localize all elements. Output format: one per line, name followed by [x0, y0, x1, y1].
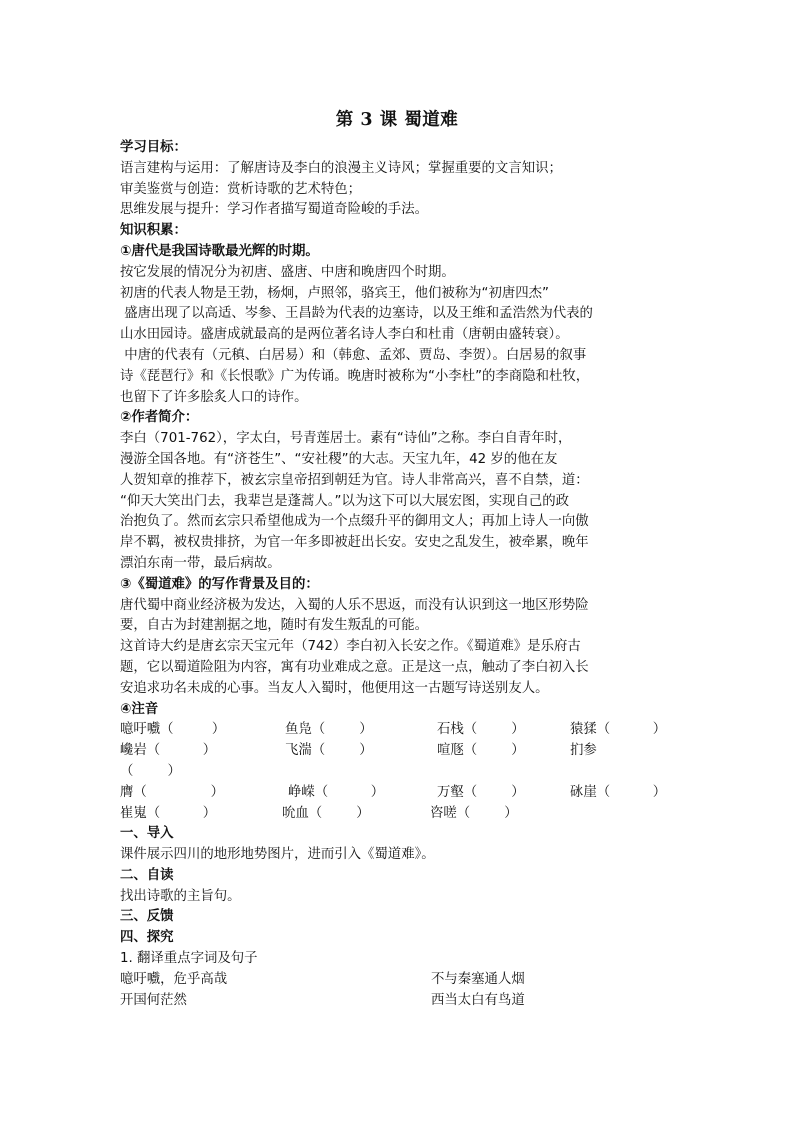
pinyin-item: 猿猱（ ） — [570, 722, 667, 738]
text-line: 题，它以蜀道险阻为内容，寓有功业难成之意。正是这一点，触动了李白初入长 — [120, 659, 589, 675]
text-line: 漂泊东南一带，最后病故。 — [120, 555, 281, 571]
pinyin-item: 巉岩（ ） — [120, 743, 217, 759]
section-heading-pinyin: ④注音 — [120, 701, 159, 717]
translation-item: 不与秦塞通人烟 — [431, 971, 525, 987]
section-heading-tang-poetry: ①唐代是我国诗歌最光辉的时期。 — [120, 243, 319, 259]
pinyin-item: 万壑（ ） — [437, 784, 525, 800]
translation-row — [120, 970, 680, 991]
pinyin-item: 噫吁嚱（ ） — [120, 722, 226, 738]
pinyin-item: 飞湍（ ） — [285, 743, 373, 759]
section-heading-intro: 一、导入 — [120, 826, 174, 842]
pinyin-item-wrap: （ ） — [120, 763, 181, 779]
pinyin-item: 峥嵘（ ） — [288, 784, 385, 800]
text-line: 唐代蜀中商业经济极为发达，入蜀的人乐不思返，而没有认识到这一地区形势险 — [120, 597, 589, 613]
text-line: 这首诗大约是唐玄宗天宝元年（742）李白初入长安之作。《蜀道难》是乐府古 — [120, 639, 581, 655]
text-line: “仰天大笑出门去，我辈岂是蓬蒿人。”以为这下可以大展宏图，实现自己的政 — [120, 493, 570, 509]
pinyin-row — [120, 783, 680, 804]
text-line: 也留下了许多脍炙人口的诗作。 — [120, 389, 308, 405]
objective-item: 语言建构与运用：了解唐诗及李白的浪漫主义诗风；掌握重要的文言知识； — [120, 160, 562, 176]
sub-heading: 1. 翻译重点字词及句子 — [120, 951, 258, 967]
text-line: 山水田园诗。盛唐成就最高的是两位著名诗人李白和杜甫（唐朝由盛转衰）。 — [120, 327, 569, 343]
text-line: 漫游全国各地。有“济苍生”、“安社稷”的大志。天宝九年，42 岁的他在友 — [120, 451, 558, 467]
section-heading-author: ②作者简介： — [120, 410, 199, 426]
text-line: 课件展示四川的地形地势图片，进而引入《蜀道难》。 — [120, 847, 435, 863]
text-line: 治抱负了。然而玄宗只希望他成为一个点缀升平的御用文人；再加上诗人一向傲 — [120, 514, 589, 530]
translation-item: 噫吁嚱，危乎高哉 — [120, 971, 228, 987]
text-line: 中唐的代表有（元稹、白居易）和（韩愈、孟郊、贾岛、李贺）。白居易的叙事 — [120, 347, 587, 363]
pinyin-item: 石栈（ ） — [437, 722, 525, 738]
section-heading-read: 二、自读 — [120, 867, 174, 883]
lesson-content — [120, 138, 680, 1011]
pinyin-row — [120, 741, 680, 762]
text-line: 按它发展的情况分为初唐、盛唐、中唐和晚唐四个时期。 — [120, 264, 455, 280]
text-line: 要，自古为封建割据之地，随时有发生叛乱的可能。 — [120, 618, 428, 634]
lesson-title: 第 3 课 蜀道难 — [335, 110, 459, 130]
objectives-heading: 学习目标： — [120, 140, 187, 155]
section-heading-feedback: 三、反馈 — [120, 909, 174, 925]
knowledge-heading: 知识积累： — [120, 223, 187, 239]
translation-item: 开国何茫然 — [120, 992, 187, 1008]
section-heading-explore: 四、探究 — [120, 930, 174, 946]
pinyin-row — [120, 804, 680, 825]
objective-item: 思维发展与提升：学习作者描写蜀道奇险峻的手法。 — [120, 202, 428, 218]
translation-row — [120, 991, 680, 1012]
text-line: 李白（701-762），字太白，号青莲居士。素有“诗仙”之称。李白自青年时， — [120, 431, 572, 447]
pinyin-item: 膺（ ） — [120, 784, 225, 800]
pinyin-item: 崔嵬（ ） — [120, 805, 217, 821]
objective-item: 审美鉴赏与创造：赏析诗歌的艺术特色； — [120, 181, 362, 197]
text-line: 找出诗歌的主旨句。 — [120, 888, 241, 904]
text-line: 诗《琵琶行》和《长恨歌》广为传诵。晚唐时被称为“小李杜”的李商隐和杜牧， — [120, 368, 590, 384]
pinyin-item: 砯崖（ ） — [570, 784, 667, 800]
section-heading-background: ③《蜀道难》的写作背景及目的： — [120, 576, 319, 592]
text-line: 岸不羁，被权贵排挤，为官一年多即被赶出长安。安史之乱发生，被牵累，晚年 — [120, 535, 589, 551]
pinyin-item: 喧豗（ ） — [437, 743, 525, 759]
text-line: 人贺知章的推荐下，被玄宗皇帝招到朝廷为官。诗人非常高兴，喜不自禁，道： — [120, 472, 589, 488]
translation-item: 西当太白有鸟道 — [431, 992, 525, 1008]
pinyin-item: 鱼凫（ ） — [285, 722, 373, 738]
text-line: 安追求功名未成的心事。当友人入蜀时，他便用这一古题写诗送别友人。 — [120, 680, 549, 696]
pinyin-item: 咨嗟（ ） — [430, 805, 518, 821]
pinyin-item: 吮血（ ） — [282, 805, 370, 821]
pinyin-item: 扪参 — [570, 743, 597, 759]
text-line: 初唐的代表人物是王勃，杨炯，卢照邻，骆宾王，他们被称为“初唐四杰” — [120, 285, 549, 301]
text-line: 盛唐出现了以高适、岑参、王昌龄为代表的边塞诗，以及王维和孟浩然为代表的 — [120, 306, 593, 322]
pinyin-row — [120, 720, 680, 741]
